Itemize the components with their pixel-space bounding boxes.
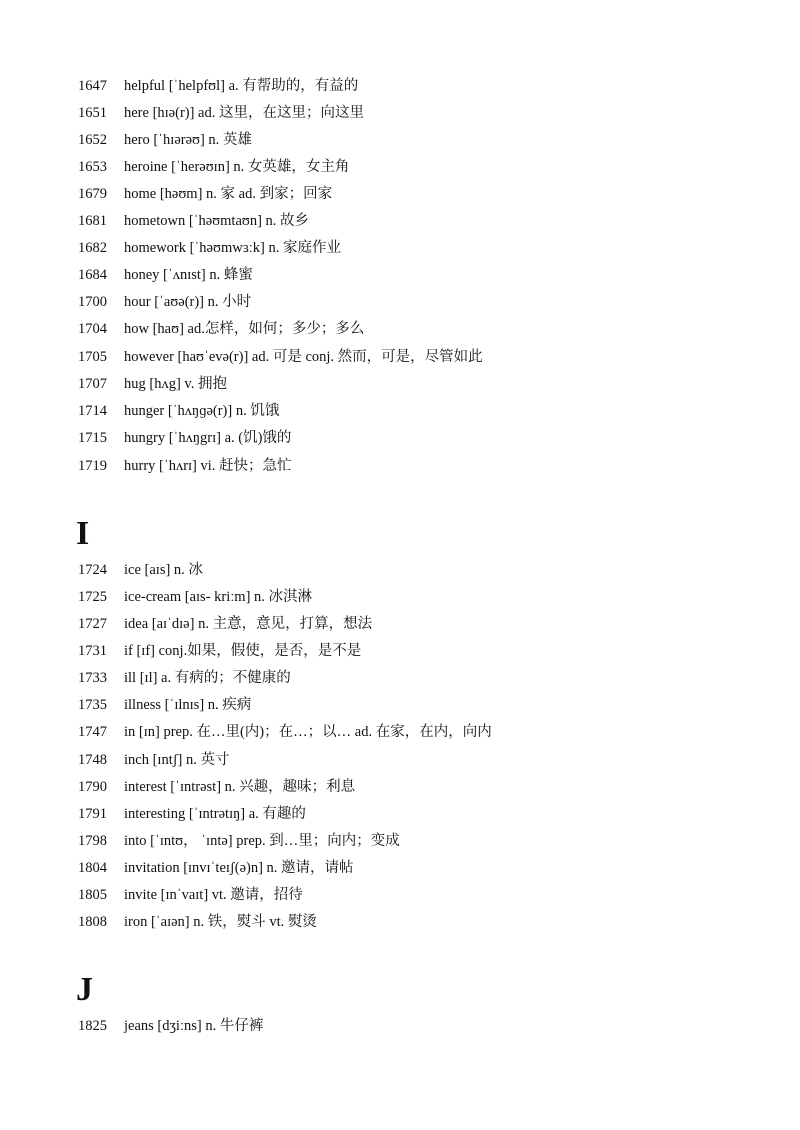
entry-text: ice [aɪs] n. 冰 — [124, 562, 203, 578]
entry-number: 1647 — [78, 78, 107, 94]
entry-text: hour [ˈaʊə(r)] n. 小时 — [124, 294, 252, 310]
vocab-entry — [78, 858, 354, 878]
vocab-entry — [78, 777, 355, 797]
entry-number: 1719 — [78, 458, 107, 474]
vocab-entry — [78, 695, 251, 715]
entry-text: invitation [ɪnvɪˈteɪʃ(ə)n] n. 邀请，请帖 — [124, 860, 354, 876]
vocab-entry — [78, 428, 291, 448]
entry-number: 1748 — [78, 752, 107, 768]
entry-number: 1805 — [78, 887, 107, 903]
entry-text: hurry [ˈhʌrɪ] vi. 赶快；急忙 — [124, 458, 292, 474]
vocab-entry — [78, 722, 492, 742]
vocab-entry — [78, 831, 400, 851]
vocab-entry — [78, 804, 306, 824]
vocab-entry — [78, 211, 309, 231]
entry-text: hunger [ˈhʌŋɡə(r)] n. 饥饿 — [124, 403, 280, 419]
entry-number: 1715 — [78, 430, 107, 446]
vocab-entry — [78, 912, 317, 932]
vocab-entry — [78, 750, 230, 770]
entry-number: 1808 — [78, 914, 107, 930]
vocab-entry — [78, 587, 312, 607]
section-letter-heading: I — [76, 515, 90, 552]
entry-text: iron [ˈaɪən] n. 铁，熨斗 vt. 熨烫 — [124, 914, 317, 930]
entry-number: 1684 — [78, 267, 107, 283]
entry-text: jeans [dʒiːns] n. 牛仔裤 — [124, 1018, 264, 1034]
vocab-entry — [78, 347, 483, 367]
entry-text: illness [ˈɪlnɪs] n. 疾病 — [124, 697, 252, 713]
entry-text: hungry [ˈhʌŋgrɪ] a. (饥)饿的 — [124, 430, 292, 446]
entry-number: 1653 — [78, 159, 107, 175]
entry-text: heroine [ˈherəʊɪn] n. 女英雄，女主角 — [124, 159, 350, 175]
entry-number: 1704 — [78, 321, 107, 337]
entry-number: 1804 — [78, 860, 107, 876]
vocab-entry — [78, 456, 292, 476]
entry-text: if [ɪf] conj.如果，假使，是否，是不是 — [124, 643, 362, 659]
vocab-entry — [78, 157, 349, 177]
entry-number: 1733 — [78, 670, 107, 686]
entry-text: into [ˈɪntʊ， ˈɪntə] prep. 到…里；向内；变成 — [124, 833, 400, 849]
entry-text: here [hɪə(r)] ad. 这里，在这里；向这里 — [124, 105, 364, 121]
vocab-entry — [78, 668, 291, 688]
entry-text: homework [ˈhəʊmwɜːk] n. 家庭作业 — [124, 240, 342, 256]
entry-number: 1791 — [78, 806, 107, 822]
entry-number: 1747 — [78, 724, 107, 740]
entry-text: hero [ˈhɪərəʊ] n. 英雄 — [124, 132, 252, 148]
entry-number: 1798 — [78, 833, 107, 849]
entry-number: 1825 — [78, 1018, 107, 1034]
vocab-entry — [78, 238, 341, 258]
entry-text: inch [ɪntʃ] n. 英寸 — [124, 752, 230, 768]
entry-number: 1735 — [78, 697, 107, 713]
entry-number: 1700 — [78, 294, 107, 310]
entry-number: 1725 — [78, 589, 107, 605]
entry-number: 1727 — [78, 616, 107, 632]
entry-text: helpful [ˈhelpfʊl] a. 有帮助的，有益的 — [124, 78, 359, 94]
vocab-entry — [78, 184, 332, 204]
entry-text: invite [ɪnˈvaɪt] vt. 邀请，招待 — [124, 887, 303, 903]
entry-text: ice-cream [aɪs- kriːm] n. 冰淇淋 — [124, 589, 313, 605]
entry-text: in [ɪn] prep. 在…里(内)；在…；以… ad. 在家，在内，向内 — [124, 724, 492, 740]
entry-number: 1679 — [78, 186, 107, 202]
entry-text: hug [hʌg] v. 拥抱 — [124, 376, 227, 392]
vocab-entry — [78, 265, 253, 285]
entry-text: honey [ˈʌnɪst] n. 蜂蜜 — [124, 267, 253, 283]
vocab-entry — [78, 1016, 263, 1036]
entry-number: 1652 — [78, 132, 107, 148]
vocab-entry — [78, 374, 227, 394]
vocab-entry — [78, 560, 203, 580]
entry-text: hometown [ˈhəʊmtaʊn] n. 故乡 — [124, 213, 310, 229]
vocab-entry — [78, 130, 252, 150]
entry-text: interest [ˈɪntrəst] n. 兴趣，趣味；利息 — [124, 779, 356, 795]
entry-number: 1681 — [78, 213, 107, 229]
vocab-entry — [78, 614, 372, 634]
entry-number: 1714 — [78, 403, 107, 419]
vocab-entry — [78, 76, 358, 96]
vocab-entry — [78, 319, 364, 339]
entry-number: 1707 — [78, 376, 107, 392]
entry-number: 1790 — [78, 779, 107, 795]
vocab-entry — [78, 401, 279, 421]
entry-number: 1705 — [78, 349, 107, 365]
section-letter-heading: J — [76, 971, 93, 1008]
entry-text: interesting [ˈɪntrətɪŋ] a. 有趣的 — [124, 806, 306, 822]
entry-number: 1651 — [78, 105, 107, 121]
entry-text: how [haʊ] ad.怎样，如何；多少；多么 — [124, 321, 365, 337]
entry-text: however [haʊˈevə(r)] ad. 可是 conj. 然而，可是，尽管如此 — [124, 349, 483, 365]
vocab-entry — [78, 292, 251, 312]
vocab-entry — [78, 103, 364, 123]
entry-number: 1724 — [78, 562, 107, 578]
entry-text: ill [ɪl] a. 有病的；不健康的 — [124, 670, 291, 686]
entry-text: idea [aɪˈdɪə] n. 主意，意见，打算，想法 — [124, 616, 373, 632]
entry-number: 1682 — [78, 240, 107, 256]
vocab-entry — [78, 641, 361, 661]
vocab-entry — [78, 885, 303, 905]
entry-text: home [həʊm] n. 家 ad. 到家；回家 — [124, 186, 333, 202]
entry-number: 1731 — [78, 643, 107, 659]
